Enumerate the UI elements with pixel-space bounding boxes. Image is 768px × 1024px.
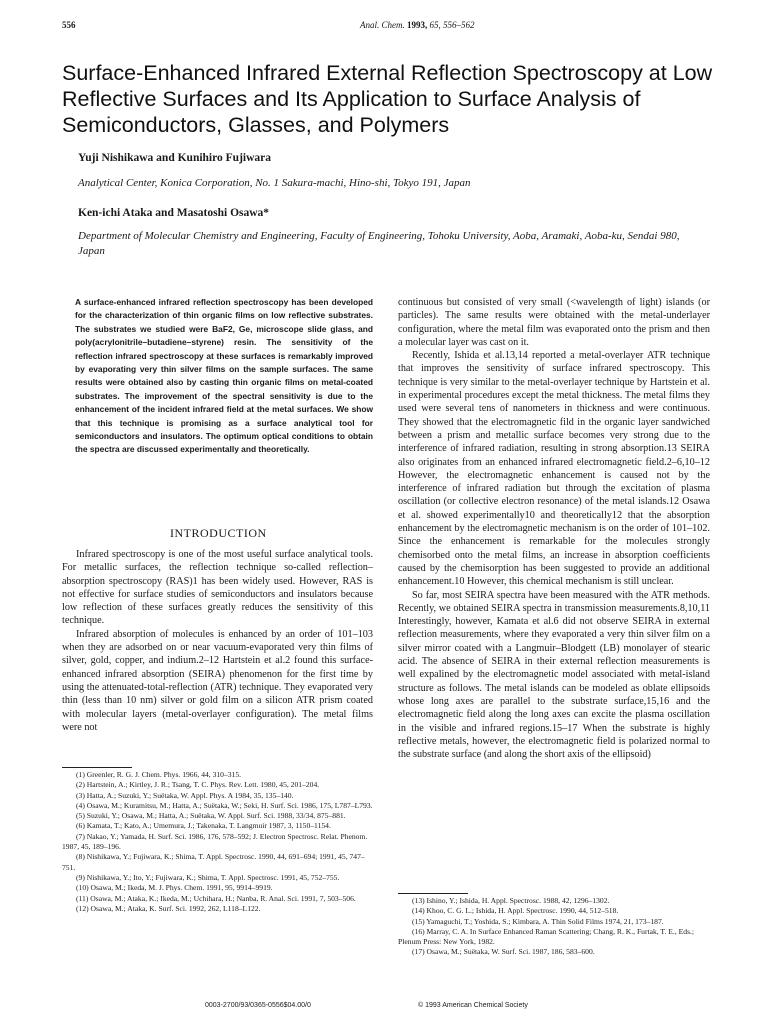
reference: (13) Ishino, Y.; Ishida, H. Appl. Spectrosc. 1988, 42, 1296–1302. — [412, 896, 610, 905]
reference: (5) Suzuki, Y.; Osawa, M.; Hatta, A.; Suëtaka, W. Appl. Surf. Sci. 1988, 33/34, 875–881. — [76, 811, 346, 821]
reference: (9) Nishikawa, Y.; Ito, Y.; Fujiwara, K.; Shima, T. Appl. Spectrosc. 1991, 45, 752–755. — [76, 872, 340, 882]
journal-name: Anal. Chem. — [360, 20, 405, 30]
abstract: A surface-enhanced infrared reflection spectroscopy has been developed for the characterization of thin organic films on low reflective substrates. The substrates we studied were BaF2, Ge, microscope slide glass, and poly(acrylonitrile–butadiene–styrene) resin. The sensitivity of the reflection infrared spectroscopy at these surfaces is remarkably improved by evaporating very thin silver films on the sample surfaces. The same results were obtained also by casting thin organic films on metal-coated substrates. The improvement of the spectral sensitivity is due to the enhancement of the incident infrared field at the metal surfaces. We show that this technique is promising as a surface analytical tool for semiconductors and insulators. The optimum optical conditions to obtain the spectra are discussed experimentally and theoretically. — [75, 297, 373, 455]
paragraph: Recently, Ishida et al.13,14 reported a metal-overlayer ATR technique that improves the sensitivity of surface infrared spectroscopy. This technique is very similar to the metal-overlayer technique by Hartstein et al. in experimental procedures except the metal thickness. The metal films they used were several tens of nanometers in thickness and were continuous. They showed that the electromagnetic fild in the organic layer sandwiched between a prism and metallic surface becomes very strong due to the interference of infrared radiation, resulting in strong absorption.13 SEIRA also originates from an enhanced infrared electromagnetic field.2–6,10–12 However, the electromagnetic enhancement is caused not by the interference of infrared radiation but through the excitation of plasma oscillation (or collective electron resonance) of the metal islands.12 Osawa et al. showed experimentally10 and theoretically12 that the absorption enhancement by the electromagnetic mechanism is on the order of 101–102. Since the enhancement is remarkable for the molecules strongly chemisorbed onto the metal films, an increase in absorption coefficients caused by the chemisorption has been suggested to provide an additional enhancement.10 However, this chemical mechanism is still unclear. — [398, 350, 710, 588]
author-line-1: Yuji Nishikawa and Kunihiro Fujiwara — [78, 152, 272, 164]
left-column-body — [62, 548, 373, 734]
reference: (4) Osawa, M.; Kuramitsu, M.; Hatta, A.; Suëtaka, W.; Seki, H. Surf. Sci. 1986, 175, L787–L793. — [76, 800, 373, 810]
reference: (3) Hatta, A.; Suzuki, Y.; Suëtaka, W. Appl. Phys. A 1984, 35, 135–140. — [76, 790, 294, 800]
reference: (8) Nishikawa, Y.; Fujiwara, K.; Shima, T. Appl. Spectrosc. 1990, 44, 691–694; 1991, 45, 747–751. — [62, 852, 365, 872]
right-references — [398, 893, 710, 958]
journal-pages: 556–562 — [443, 20, 475, 30]
footnote-rule — [62, 767, 132, 768]
reference: (14) Khoo, C. G. L.; Ishida, H. Appl. Spectrosc. 1990, 44, 512–518. — [412, 906, 619, 916]
left-references — [62, 767, 373, 914]
copyright-notice: © 1993 American Chemical Society — [418, 1002, 528, 1009]
reference: (1) Greenler, R. G. J. Chem. Phys. 1966, 44, 310–315. — [76, 770, 242, 779]
page-number: 556 — [62, 20, 76, 30]
reference: (10) Osawa, M.; Ikeda, M. J. Phys. Chem. 1991, 95, 9914–9919. — [76, 883, 273, 893]
running-header — [0, 20, 768, 36]
right-column-body — [398, 296, 710, 761]
article-code: 0003-2700/93/0365-0556$04.00/0 — [205, 1002, 311, 1009]
paragraph: continuous but consisted of very small (<wavelength of light) islands (or particles). The same results were obtained with the metal-underlayer configuration, where the metal film was evaporated onto the prism and then a molecular layer was cast on it. — [398, 297, 710, 348]
section-heading: INTRODUCTION — [170, 526, 267, 540]
paragraph: So far, most SEIRA spectra have been measured with the ATR methods. Recently, we obtained SEIRA spectra in transmission measurements.8,10,11 Interestingly, however, Kamata et al.6 did not observe SEIRA in external reflection measurements, where they evaporated a very thin silver film on a silver mirror coated with a Langmuir–Blodgett (LB) monolayer of stearic acid. The absence of SEIRA in their external reflection measurements is well expalined by the electromagnetic model associated with metal-island structure as follows. The metal islands can be modeled as oblate ellipsoids whose long axes are parallel to the substrate surface,15,16 and the electromagnetic field along the long axes can excite the plasma oscillation in the visible and infrared regions.15–17 When the substrate is highly reflective metals, however, the electromagnetic field is polarized normal to the substrate surface (and along the short axis of the ellipsoid) — [398, 589, 710, 761]
affiliation-1: Analytical Center, Konica Corporation, No. 1 Sakura-machi, Hino-shi, Tokyo 191, Japan — [78, 177, 471, 189]
journal-citation — [360, 20, 475, 30]
paragraph: Infrared spectroscopy is one of the most useful surface analytical tools. For metallic surfaces, the reflection technique so-called reflection–absorption spectroscopy (RAS)1 has been widely used. However, RAS is not effective for surface studies of semiconductors and insulators because low reflection of these surfaces greatly reduces the sensitivity of this technique. — [62, 549, 373, 627]
reference: (12) Osawa, M.; Ataka, K. Surf. Sci. 1992, 262, L118–L122. — [76, 903, 261, 913]
journal-year: 1993, — [407, 20, 428, 30]
reference: (17) Osawa, M.; Suëtaka, W. Surf. Sci. 1987, 186, 583–600. — [412, 947, 595, 957]
reference: (11) Osawa, M.; Ataka, K.; Ikeda, M.; Uchihara, H.; Nanba, R. Anal. Sci. 1991, 7, 503–506. — [76, 893, 356, 903]
reference: (7) Nakao, Y.; Yamada, H. Surf. Sci. 1986, 176, 578–592; J. Electron Spectrosc. Relat. Phenom. 1987, 45, 189–196. — [62, 831, 368, 852]
reference: (2) Hartstein, A.; Kirtley, J. R.; Tsang, T. C. Phys. Rev. Lett. 1980, 45, 201–204. — [76, 780, 320, 790]
reference: (6) Kamata, T.; Kato, A.; Umemura, J.; Takenaka, T. Langmuir 1987, 3, 1150–1154. — [76, 821, 331, 831]
reference: (15) Yamaguchi, T.; Yoshida, S.; Kimbara, A. Thin Solid Films 1974, 21, 173–187. — [412, 916, 664, 926]
journal-volume: 65, — [429, 20, 441, 30]
paragraph: Infrared absorption of molecules is enhanced by an order of 101–103 when they are adsorbed on or near vacuum-evaporated very thin films of silver, gold, copper, and indium.2–12 Hartstein et al.2 found this surface-enhanced infrared absorption (SEIRA) phenomenon for the first time by using the attenuated-total-reflection (ATR) technique. They evaporated very thin (less than 10 nm) silver or gold film on a silicon ATR prism coated with molecular layers (metal-overlayer configuration). The metal films were not — [62, 628, 373, 733]
affiliation-2: Department of Molecular Chemistry and Engineering, Faculty of Engineering, Tohoku University, Aoba, Aramaki, Aoba-ku, Sendai 980, Japan — [78, 230, 680, 257]
reference: (16) Marray, C. A. In Surface Enhanced Raman Scattering; Chang, R. K., Furtak, T. E., Eds.; Plenum Press: New York, 1982. — [398, 926, 695, 947]
footnote-rule — [398, 893, 468, 894]
author-line-2: Ken-ichi Ataka and Masatoshi Osawa* — [78, 207, 270, 219]
article-title: Surface-Enhanced Infrared External Reflection Spectroscopy at Low Reflective Surfaces and Its Application to Surface Analysis of Semiconductors, Glasses, and Polymers — [62, 61, 713, 137]
